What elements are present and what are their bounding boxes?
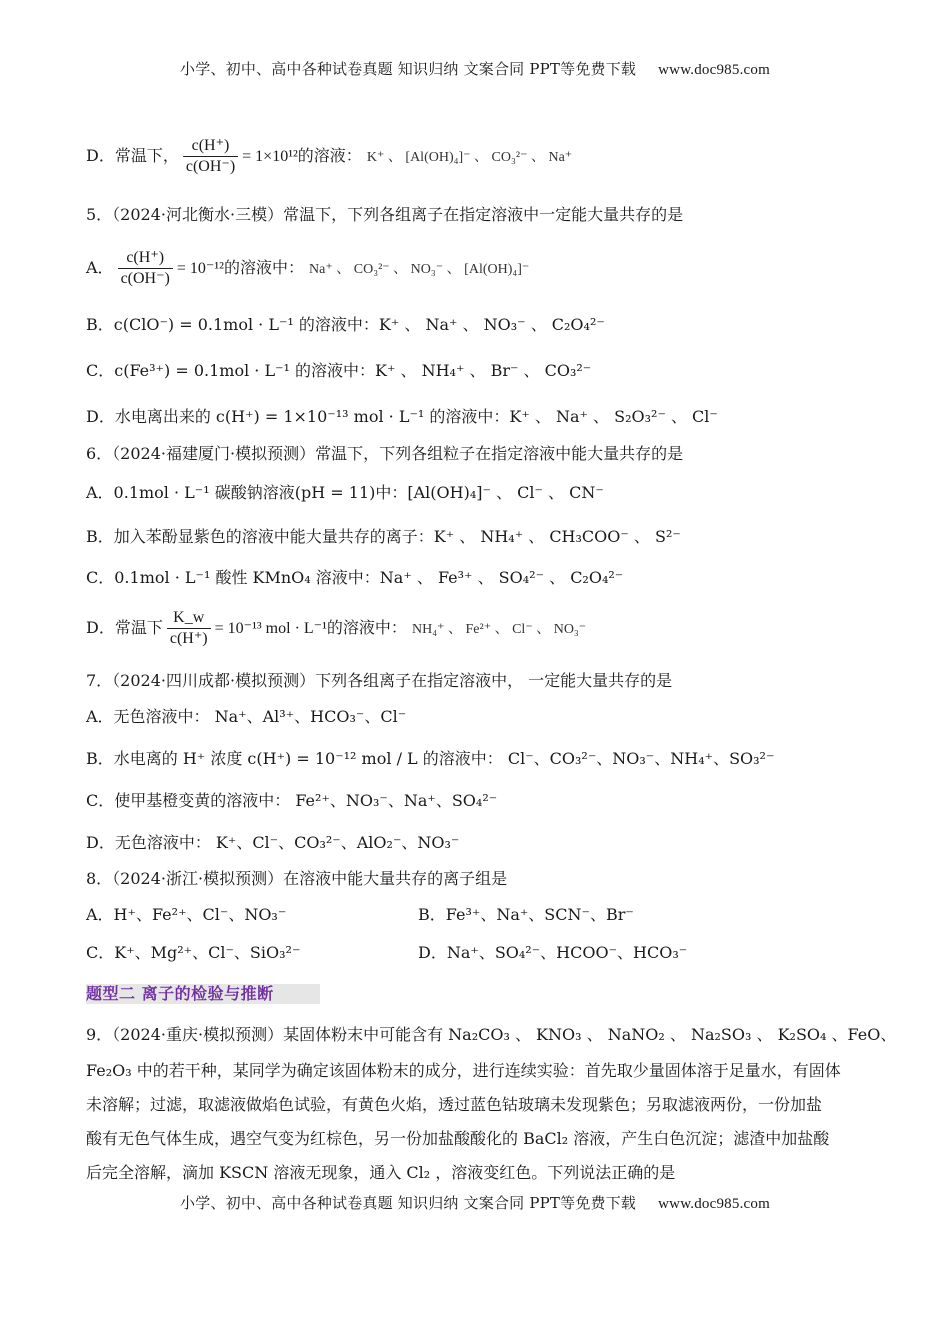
q6d-label: D．常温下 [86, 618, 163, 637]
footer-text: 小学、初中、高中各种试卷真题 知识归纳 文案合同 PPT等免费下载 [180, 1194, 637, 1212]
q9-line-5: 后完全溶解，滴加 KSCN 溶液无现象，通入 Cl₂ ，溶液变红色。下列说法正确的是 [86, 1163, 676, 1182]
q6d-tail: 的溶液中： [326, 618, 407, 637]
header-url[interactable]: www.doc985.com [658, 62, 770, 78]
q4d-label: D．常温下， [86, 146, 179, 165]
q8-stem: 8．（2024·浙江·模拟预测）在溶液中能大量共存的离子组是 [86, 869, 508, 888]
q7-option-a: A．无色溶液中： Na⁺、Al³⁺、HCO₃⁻、Cl⁻ [86, 707, 407, 726]
q6d-fraction [167, 608, 211, 649]
footer-url[interactable]: www.doc985.com [658, 1196, 770, 1212]
page-footer [0, 1192, 950, 1213]
q6-option-d [86, 608, 866, 649]
q9-line-3: 未溶解；过滤，取滤液做焰色试验，有黄色火焰，透过蓝色钴玻璃未发现紫色；另取滤液两份，一份加盐 [86, 1095, 823, 1114]
q7-option-d: D．无色溶液中： K⁺、Cl⁻、CO₃²⁻、AlO₂⁻、NO₃⁻ [86, 833, 460, 852]
q9-line-4: 酸有无色气体生成，遇空气变为红棕色，另一份加盐酸酸化的 BaCl₂ 溶液，产生白色沉淀；滤渣中加盐酸 [86, 1129, 830, 1148]
q9-line-1: 9．（2024·重庆·模拟预测）某固体粉末中可能含有 Na₂CO₃ 、 KNO₃ 、 NaNO₂ 、 Na₂SO₃ 、 K₂SO₄ 、FeO、 [86, 1025, 897, 1044]
q5a-tail: 的溶液中： [223, 258, 304, 277]
q6d-eq: = 10⁻¹³ mol · L⁻¹ [214, 620, 327, 637]
q6d-num: K_w [167, 608, 211, 629]
q6-stem: 6．（2024·福建厦门·模拟预测）常温下，下列各组粒子在指定溶液中能大量共存的是 [86, 444, 684, 463]
q5a-fraction [118, 248, 173, 289]
q7-option-c: C．使甲基橙变黄的溶液中： Fe²⁺、NO₃⁻、Na⁺、SO₄²⁻ [86, 791, 498, 810]
q5-option-c: C．c(Fe³⁺) = 0.1mol · L⁻¹ 的溶液中：K⁺ 、 NH₄⁺ 、 Br⁻ 、 CO₃²⁻ [86, 361, 592, 380]
q4d-ions: K⁺ 、 [Al(OH)₄]⁻ 、 CO₃²⁻ 、 Na⁺ [366, 150, 573, 165]
q9-line-2: Fe₂O₃ 中的若干种，某同学为确定该固体粉末的成分，进行连续实验：首先取少量固体溶于足量水，有固体 [86, 1061, 841, 1080]
q5-option-d: D．水电离出来的 c(H⁺) = 1×10⁻¹³ mol · L⁻¹ 的溶液中：K⁺ 、 Na⁺ 、 S₂O₃²⁻ 、 Cl⁻ [86, 407, 718, 426]
q4d-den: c(OH⁻) [185, 158, 236, 175]
q4d-eq: = 1×10¹² [242, 148, 298, 165]
q8-option-b: B．Fe³⁺、Na⁺、SCN⁻、Br⁻ [418, 905, 634, 924]
q5a-eq: = 10⁻¹² [176, 260, 224, 277]
section-title: 题型二 离子的检验与推断 [86, 984, 274, 1003]
q8-option-c: C．K⁺、Mg²⁺、Cl⁻、SiO₃²⁻ [86, 943, 301, 962]
q5a-num: c(H⁺) [118, 248, 173, 269]
q8-option-a: A．H⁺、Fe²⁺、Cl⁻、NO₃⁻ [86, 905, 287, 924]
q6d-den: c(H⁺) [169, 630, 208, 647]
q6d-ions: NH₄⁺ 、 Fe²⁺ 、 Cl⁻ 、 NO₃⁻ [412, 622, 587, 637]
q4-option-d [86, 136, 866, 177]
q4d-num: c(H⁺) [183, 136, 238, 157]
q4d-fraction [183, 136, 238, 177]
q8-option-d: D．Na⁺、SO₄²⁻、HCOO⁻、HCO₃⁻ [418, 943, 688, 962]
q7-option-b: B．水电离的 H⁺ 浓度 c(H⁺) = 10⁻¹² mol / L 的溶液中： Cl⁻、CO₃²⁻、NO₃⁻、NH₄⁺、SO₃²⁻ [86, 749, 775, 768]
q7-stem: 7．（2024·四川成都·模拟预测）下列各组离子在指定溶液中， 一定能大量共存的是 [86, 671, 673, 690]
q5-option-b: B．c(ClO⁻) = 0.1mol · L⁻¹ 的溶液中：K⁺ 、 Na⁺ 、 NO₃⁻ 、 C₂O₄²⁻ [86, 315, 605, 334]
q5-stem: 5．（2024·河北衡水·三模）常温下，下列各组离子在指定溶液中一定能大量共存的是 [86, 205, 684, 224]
page-header [0, 58, 950, 79]
q6-option-b: B．加入苯酚显紫色的溶液中能大量共存的离子：K⁺ 、 NH₄⁺ 、 CH₃COO⁻ 、 S²⁻ [86, 527, 681, 546]
q5-option-a [86, 248, 866, 289]
q6-option-c: C．0.1mol · L⁻¹ 酸性 KMnO₄ 溶液中：Na⁺ 、 Fe³⁺ 、 SO₄²⁻ 、 C₂O₄²⁻ [86, 568, 624, 587]
header-text: 小学、初中、高中各种试卷真题 知识归纳 文案合同 PPT等免费下载 [180, 60, 637, 78]
q5a-label: A． [86, 258, 114, 277]
q4d-tail: 的溶液： [297, 146, 362, 165]
q5a-ions: Na⁺ 、 CO₃²⁻ 、 NO₃⁻ 、 [Al(OH)₄]⁻ [309, 262, 530, 277]
q5a-den: c(OH⁻) [120, 270, 170, 287]
q6-option-a: A．0.1mol · L⁻¹ 碳酸钠溶液(pH = 11)中：[Al(OH)₄]⁻ 、 Cl⁻ 、 CN⁻ [86, 483, 604, 502]
